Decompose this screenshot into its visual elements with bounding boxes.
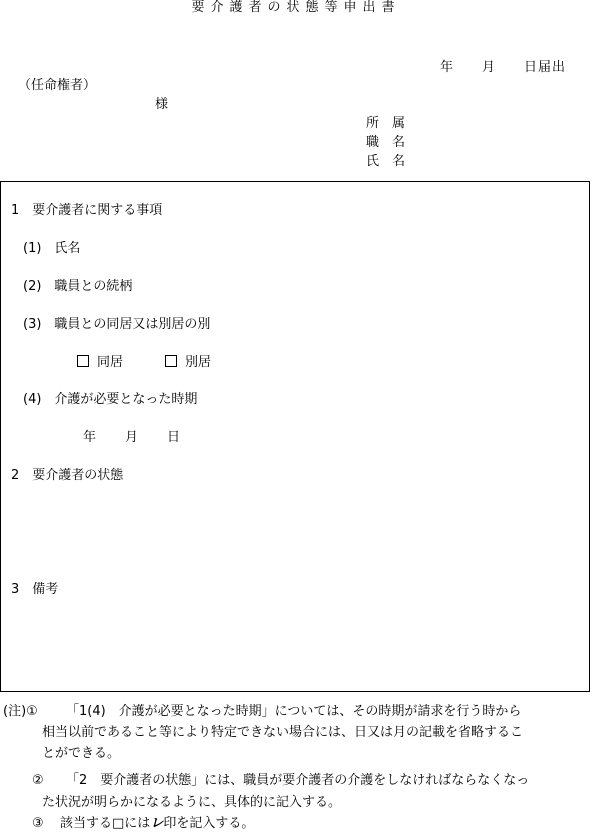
separate-label: 別居 — [185, 355, 212, 370]
honorific: 様 — [155, 97, 169, 112]
applicant-affiliation-label: 所 属 — [366, 116, 406, 131]
note3-text — [60, 816, 254, 832]
option-separate[interactable] — [165, 355, 211, 371]
item-care-start: (4) 介護が必要となった時期 — [23, 392, 198, 407]
form-box — [0, 181, 590, 692]
care-start-date-fields: 年 月 日 — [83, 430, 182, 445]
option-cohabit[interactable] — [77, 355, 123, 371]
applicant-position-label: 職 名 — [366, 135, 406, 150]
note2-line1: 「2 要介護者の状態」には、職員が要介護者の介護をしなければならなくなっ — [66, 773, 530, 788]
cohabit-checkbox[interactable] — [77, 355, 89, 367]
item-residence: (3) 職員との同居又は別居の別 — [23, 317, 211, 332]
submission-date-line: 年 月 日届出 — [440, 60, 567, 75]
note1-line2: 相当以前であること等により特定できない場合には、日又は月の記載を省略するこ — [42, 725, 524, 740]
notes-prefix: (注)① — [3, 704, 38, 719]
note3-after: 印を記入する。 — [163, 816, 255, 831]
section3-heading: 3 備考 — [11, 582, 59, 597]
note3-marker: ③ — [32, 816, 44, 831]
checkmark-icon: レ — [150, 816, 164, 831]
note2-marker: ② — [32, 773, 44, 788]
document-title: 要介護者の状態等申出書 — [191, 0, 401, 15]
cohabit-label: 同居 — [97, 355, 124, 370]
item-name: (1) 氏名 — [23, 241, 81, 256]
note3-before: 該当する□には — [60, 816, 151, 831]
note1-line1: 「1(4) 介護が必要となった時期」については、その時期が請求を行う時から — [66, 704, 522, 719]
item-relationship: (2) 職員との続柄 — [23, 279, 133, 294]
note2-line2: た状況が明らかになるように、具体的に記入する。 — [42, 795, 342, 810]
note1-line3: とができる。 — [42, 746, 121, 761]
addressee-label: （任命権者） — [18, 78, 97, 93]
section1-heading: 1 要介護者に関する事項 — [11, 203, 163, 218]
section2-heading: 2 要介護者の状態 — [11, 468, 124, 483]
applicant-name-label: 氏 名 — [366, 154, 406, 169]
separate-checkbox[interactable] — [165, 355, 177, 367]
